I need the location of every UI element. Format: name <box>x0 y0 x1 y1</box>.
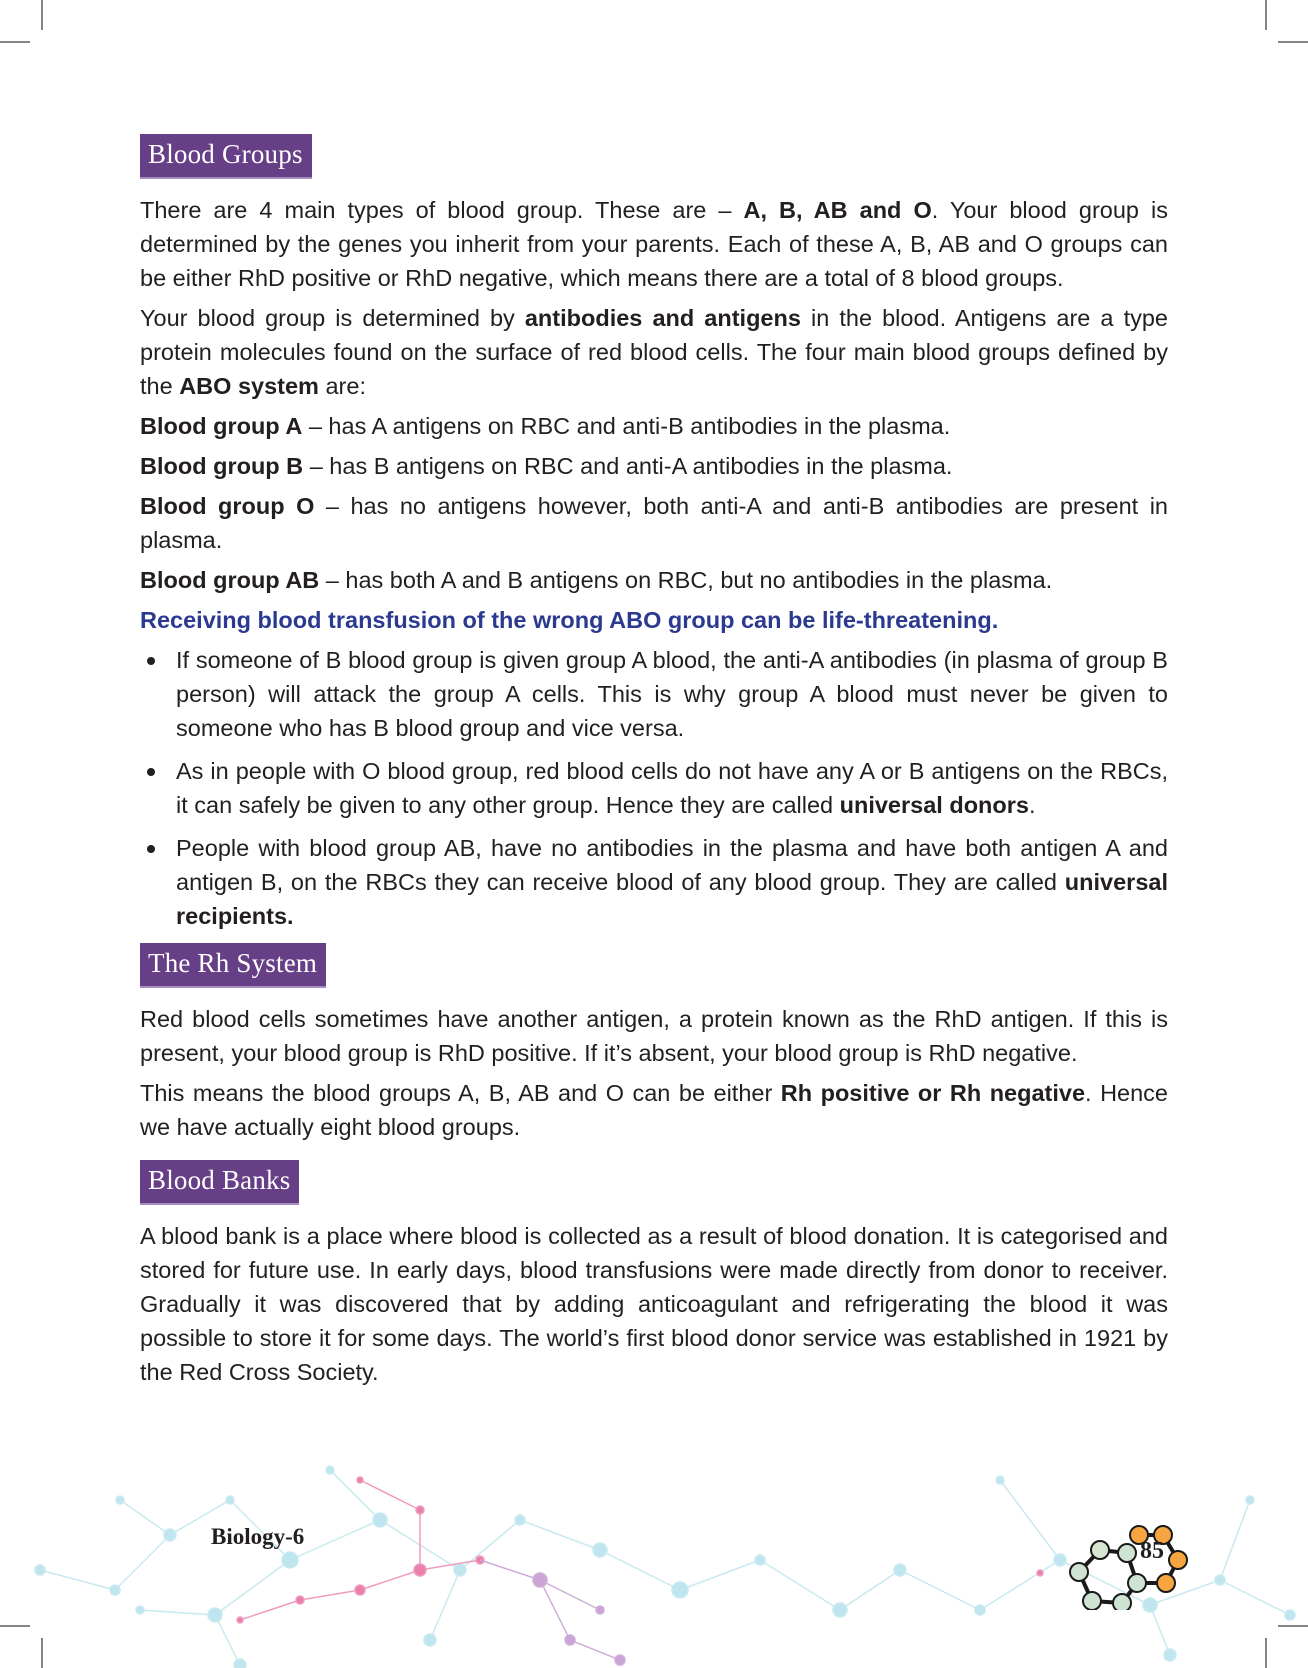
intro-paragraph-2: Your blood group is determined by antibodies and antigens in the blood. Antigens are a type protein molecules found on the surface of red blood cells. The four main blood groups defined by the ABO system are: <box>140 305 1168 399</box>
section-heading-blood-groups: Blood Groups <box>140 134 312 179</box>
rh-positive-negative-bold: Rh positive or Rh negative <box>780 1080 1086 1106</box>
antibodies-antigens-bold: antibodies and antigens <box>524 305 801 331</box>
blood-group-b-definition: Blood group B – has B antigens on RBC and anti-A antibodies in the plasma. <box>140 453 953 479</box>
crop-mark-top-left-v <box>41 0 43 30</box>
blood-group-o-definition: Blood group O – has no antigens however, both anti-A and anti-B antibodies are present in plasma. <box>140 493 1168 553</box>
crop-mark-top-right-h <box>1278 41 1308 43</box>
crop-mark-top-left-h <box>0 41 30 43</box>
rh-paragraph-2: This means the blood groups A, B, AB and O can be either Rh positive or Rh negative. Hence we have actually eight blood groups. <box>140 1080 1168 1140</box>
page-content <box>140 134 1168 1389</box>
blood-group-a-definition: Blood group A – has A antigens on RBC and anti-B antibodies in the plasma. <box>140 413 951 439</box>
universal-recipients-bold: universal recipients. <box>176 869 1168 929</box>
transfusion-warning: Receiving blood transfusion of the wrong ABO group can be life-threatening. <box>140 607 999 633</box>
crop-mark-top-right-v <box>1265 0 1267 30</box>
list-item: People with blood group AB, have no antibodies in the plasma and have both antigen A and antigen B, on the RBCs they can receive blood of any blood group. They are called universal recipients. <box>140 831 1168 933</box>
blood-types-bold: A, B, AB and O <box>743 197 932 223</box>
rh-paragraph-1: Red blood cells sometimes have another antigen, a protein known as the RhD antigen. If this is present, your blood group is RhD positive. If it’s absent, your blood group is RhD negative. <box>140 1006 1168 1066</box>
list-item: If someone of B blood group is given group A blood, the anti-A antibodies (in plasma of group B person) will attack the group A cells. This is why group A blood must never be given to someone who has B blood group and vice versa. <box>140 643 1168 745</box>
blood-banks-paragraph: A blood bank is a place where blood is collected as a result of blood donation. It is categorised and stored for future use. In early days, blood transfusions were made directly from donor to receiver. Gradually it was discovered that by adding anticoagulant and refrigerating the blood it was possible to store it for some days. The world’s first blood donor service was established in 1921 by the Red Cross Society. <box>140 1223 1168 1385</box>
hexagon-molecule-icon <box>1055 1500 1195 1610</box>
book-title: Biology-6 <box>211 1524 305 1549</box>
section-heading-rh-system: The Rh System <box>140 943 326 988</box>
universal-donors-bold: universal donors <box>839 792 1029 818</box>
abo-system-bold: ABO system <box>179 373 319 399</box>
section-heading-blood-banks: Blood Banks <box>140 1160 299 1205</box>
intro-paragraph-1: There are 4 main types of blood group. These are – A, B, AB and O. Your blood group is determined by the genes you inherit from your parents. Each of these A, B, AB and O groups can be either RhD positive or RhD negative, which means there are a total of 8 blood groups. <box>140 197 1168 291</box>
page-number: 85 <box>1140 1538 1164 1564</box>
blood-group-ab-definition: Blood group AB – has both A and B antigens on RBC, but no antibodies in the plasma. <box>140 567 1053 593</box>
transfusion-bullet-list <box>140 643 1168 933</box>
list-item: As in people with O blood group, red blood cells do not have any A or B antigens on the RBCs, it can safely be given to any other group. Hence they are called universal donors. <box>140 754 1168 822</box>
